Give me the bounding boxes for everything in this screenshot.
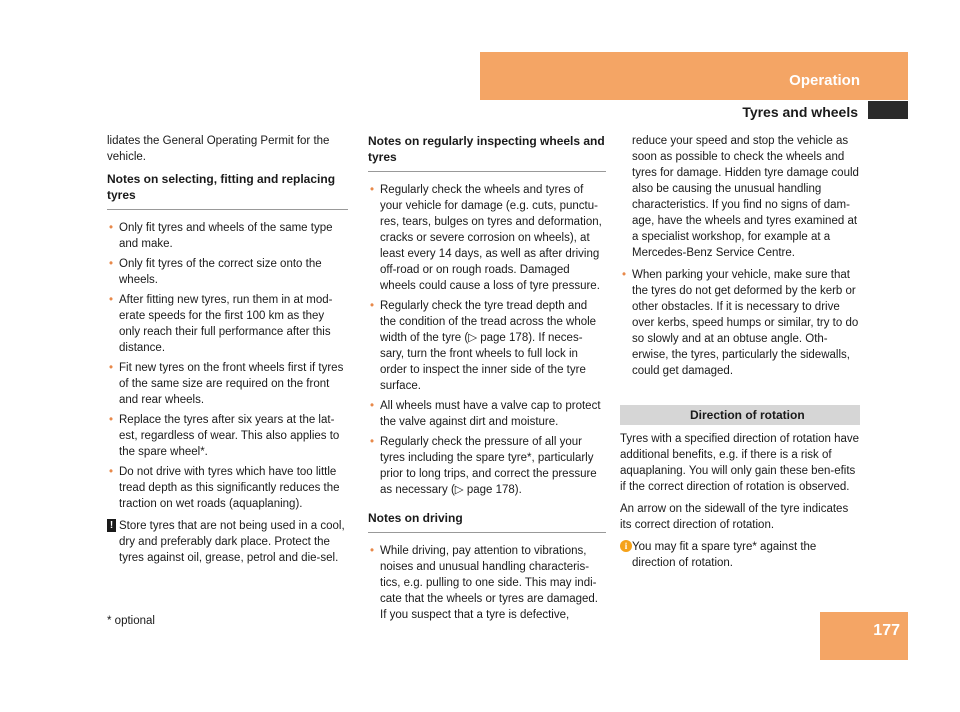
list-item: • Only fit tyres of the correct size onto the wheels. bbox=[107, 256, 348, 288]
list-item: • Regularly check the wheels and tyres of your vehicle for damage (e.g. cuts, punctu-res, tears, bulges on tyres and deformation, cracks or severe corrosion on wheels), at least every 14 days, as well as after driving off-road or on rough roads. Damaged wheels could cause a loss of tyre pressure. bbox=[368, 182, 606, 294]
column-3 bbox=[620, 133, 860, 571]
list-item: • After fitting new tyres, run them in at mod-erate speeds for the first 100 km as they only reach their full performance after this distance. bbox=[107, 292, 348, 356]
list-item: • While driving, pay attention to vibrations, noises and unusual handling characteris-tics, e.g. pulling to one side. This may indi-cate that the wheels or tyres are damaged. If you suspect that a tyre is defective, bbox=[368, 543, 606, 623]
bullet-list bbox=[368, 543, 606, 623]
paragraph: Tyres with a specified direction of rotation have additional benefits, e.g. if there is a risk of aquaplaning. You will only gain these ben-efits if the correct direction of rotation is observed. bbox=[620, 433, 860, 493]
list-item: • Do not drive with tyres which have too little tread depth as this significantly reduces the traction on wet roads (aquaplaning). bbox=[107, 464, 348, 512]
bullet-list bbox=[620, 267, 860, 379]
column-2 bbox=[368, 133, 606, 627]
page-number-box bbox=[820, 612, 908, 660]
continued-text: reduce your speed and stop the vehicle as soon as possible to check the wheels and tyres for damage. Hidden tyre damage could also be causing the unusual handling characteristics. If you find no signs of dam-age, have the wheels and tyres examined at a specialist workshop, for example at a Mercedes-Benz Service Centre. bbox=[632, 135, 859, 259]
info-text: You may fit a spare tyre* against the direction of rotation. bbox=[632, 541, 817, 569]
warning-icon: ! bbox=[107, 519, 116, 532]
list-item: • Only fit tyres and wheels of the same type and make. bbox=[107, 220, 348, 252]
list-item: • When parking your vehicle, make sure that the tyres do not get deformed by the kerb or other obstacles. If it is necessary to drive over kerbs, speed humps or similar, try to do so slowly and at an obtuse angle. Oth-erwise, the tyres, particularly the sidewalls, could get damaged. bbox=[620, 267, 860, 379]
page-number: 177 bbox=[873, 622, 900, 639]
section-marker bbox=[868, 101, 908, 119]
list-item: • Fit new tyres on the front wheels first if tyres of the same size are required on the front and rear wheels. bbox=[107, 360, 348, 408]
chapter-title: Operation bbox=[789, 72, 860, 89]
heading-inspecting-wheels: Notes on regularly inspecting wheels and tyres bbox=[368, 133, 606, 172]
intro-text: lidates the General Operating Permit for the vehicle. bbox=[107, 135, 330, 163]
bullet-list bbox=[368, 182, 606, 498]
warning-note bbox=[107, 518, 348, 566]
info-icon: i bbox=[620, 540, 632, 552]
list-item: • Regularly check the tyre tread depth and the condition of the tread across the whole width of the tyre (▷ page 178). If neces-sary, turn the front wheels to full lock in order to inspect the inner side of the tyre surface. bbox=[368, 298, 606, 394]
list-item: • Replace the tyres after six years at the lat-est, regardless of wear. This also applies to the spare wheel*. bbox=[107, 412, 348, 460]
chapter-tab bbox=[480, 52, 908, 100]
heading-selecting-tyres: Notes on selecting, fitting and replacing tyres bbox=[107, 171, 348, 210]
paragraph: An arrow on the sidewall of the tyre indicates its correct direction of rotation. bbox=[620, 503, 849, 531]
section-title: Tyres and wheels bbox=[742, 104, 858, 120]
warning-text: Store tyres that are not being used in a cool, dry and preferably dark place. Protect the tyres against oil, grease, petrol and die-sel. bbox=[119, 520, 345, 564]
list-item: • All wheels must have a valve cap to protect the valve against dirt and moisture. bbox=[368, 398, 606, 430]
column-1 bbox=[107, 133, 348, 566]
heading-notes-on-driving: Notes on driving bbox=[368, 510, 606, 533]
info-note bbox=[620, 539, 860, 571]
section-heading-direction-of-rotation: Direction of rotation bbox=[620, 405, 860, 425]
footnote: * optional bbox=[107, 615, 155, 627]
list-item: • Regularly check the pressure of all your tyres including the spare tyre*, particularly prior to long trips, and correct the pressure as necessary (▷ page 178). bbox=[368, 434, 606, 498]
bullet-list bbox=[107, 220, 348, 512]
